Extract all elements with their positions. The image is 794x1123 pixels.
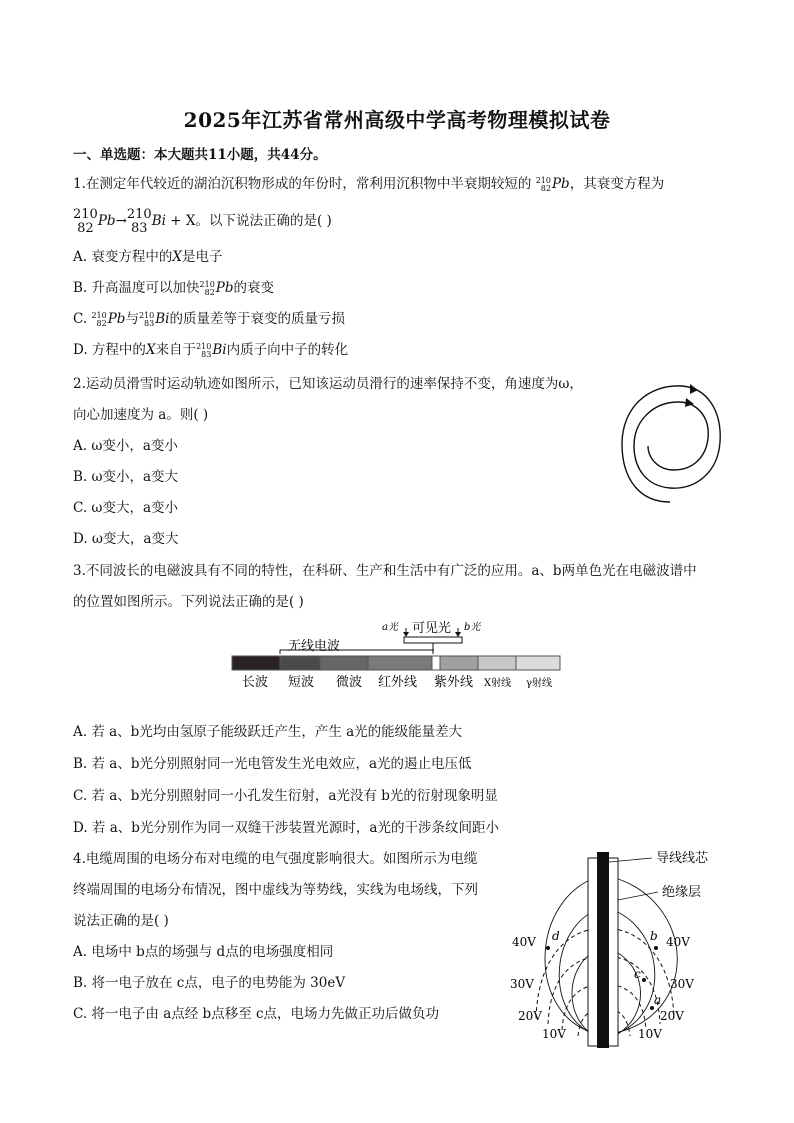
label-core: 导线线芯 — [656, 851, 709, 866]
label-10v-right: 10V — [638, 1027, 662, 1041]
q1-option-a[interactable]: A. 衰变方程中的X是电子 — [73, 249, 223, 265]
point-b — [654, 946, 658, 950]
label-20v-left: 20V — [518, 1009, 542, 1023]
section-heading: 一、单选题：本大题共11小题，共44分。 — [73, 147, 327, 163]
q4-stem-line2: 终端周围的电场分布情况，图中虚线为等势线，实线为电场线，下列 — [73, 882, 478, 898]
page-title: 2025年江苏省常州高级中学高考物理模拟试卷 — [183, 108, 611, 132]
label-30v-right: 30V — [670, 977, 694, 991]
label-d: d — [552, 929, 560, 943]
label-40v-left: 40V — [512, 935, 536, 949]
pb-nuclide: 210 82 — [535, 175, 551, 193]
q3-option-b[interactable]: B. 若 a、b光分别照射同一光电管发生光电效应，a光的遏止电压低 — [73, 756, 472, 772]
q2-stem-line2: 向心加速度为 a。则( ) — [73, 407, 209, 423]
label-ultraviolet: 紫外线 — [434, 675, 474, 690]
point-c — [642, 978, 646, 982]
q1-option-c[interactable]: C. 210 82 Pb与 210 83 Bi的质量差等于衰变的质量亏损 — [73, 310, 345, 328]
label-microwave: 微波 — [336, 675, 363, 690]
label-gamma: γ射线 — [526, 678, 552, 689]
q3-option-d[interactable]: D. 若 a、b光分别作为同一双缝干涉装置光源时，a光的干涉条纹间距小 — [73, 820, 499, 836]
label-long-wave: 长波 — [242, 675, 269, 690]
conductor-core — [597, 852, 609, 1048]
label-10v-left: 10V — [542, 1027, 566, 1041]
q1-decay-equation: 210 82 Pb→ 210 83 Bi + X。以下说法正确的是( ) — [73, 206, 332, 236]
q3-option-c[interactable]: C. 若 a、b光分别照射同一小孔发生衍射，a光没有 b光的衍射现象明显 — [73, 788, 498, 804]
q4-option-c[interactable]: C. 将一电子由 a点经 b点移至 c点，电场力先做正功后做负功 — [73, 1006, 440, 1022]
q2-option-c[interactable]: C. ω变大，a变小 — [73, 500, 178, 516]
q1-option-b[interactable]: B. 升高温度可以加快 210 82 Pb的衰变 — [73, 279, 275, 297]
q2-stem-line1: 2.运动员滑雪时运动轨迹如图所示，已知该运动员滑行的速率保持不变，角速度为ω， — [73, 376, 583, 392]
label-b-light: b光 — [464, 622, 481, 633]
label-a: a — [654, 993, 662, 1007]
label-20v-right: 20V — [660, 1009, 684, 1023]
label-short-wave: 短波 — [288, 675, 315, 690]
label-xray: X射线 — [484, 678, 512, 689]
q4-option-b[interactable]: B. 将一电子放在 c点，电子的电势能为 30eV — [73, 975, 346, 991]
label-c: c — [634, 967, 641, 981]
label-insulation: 绝缘层 — [662, 885, 702, 900]
label-radio: 无线电波 — [288, 639, 341, 654]
label-b: b — [650, 929, 658, 943]
q3-option-a[interactable]: A. 若 a、b光均由氢原子能级跃迁产生，产生 a光的能级能量差大 — [73, 724, 463, 740]
arrow-outer — [690, 384, 698, 394]
spiral-path — [622, 386, 720, 502]
q2-option-d[interactable]: D. ω变大，a变大 — [73, 531, 179, 547]
q2-option-a[interactable]: A. ω变小，a变小 — [73, 438, 178, 454]
visible-bracket — [404, 637, 462, 643]
point-d — [546, 946, 550, 950]
q1-stem-line1: 1.在测定年代较近的湖泊沉积物形成的年份时，常利用沉积物中半衰期较短的 210 82 Pb，其衰变方程为 — [73, 175, 665, 193]
q3-stem-line1: 3.不同波长的电磁波具有不同的特性，在科研、生产和生活中有广泛的应用。a、b两单色光在电磁波谱中 — [73, 563, 697, 579]
label-40v-right: 40V — [666, 935, 690, 949]
q1-option-d[interactable]: D. 方程中的X来自于 210 83 Bi内质子向中子的转化 — [73, 341, 349, 359]
q2-option-b[interactable]: B. ω变小，a变大 — [73, 469, 179, 485]
label-30v-left: 30V — [510, 977, 534, 991]
label-a-light: a光 — [382, 622, 398, 633]
q3-stem-line2: 的位置如图所示。下列说法正确的是( ) — [73, 594, 304, 610]
q4-option-a[interactable]: A. 电场中 b点的场强与 d点的电场强度相同 — [73, 944, 334, 960]
cable-field-figure — [508, 848, 734, 1048]
label-visible: 可见光 — [412, 621, 452, 636]
label-infrared: 红外线 — [378, 675, 418, 690]
q4-stem-line3: 说法正确的是( ) — [73, 913, 169, 929]
q4-stem-line1: 4.电缆周围的电场分布对电缆的电气强度影响很大。如图所示为电缆 — [73, 851, 478, 867]
em-spectrum-figure — [228, 614, 568, 694]
spiral-trajectory-figure — [618, 372, 728, 512]
